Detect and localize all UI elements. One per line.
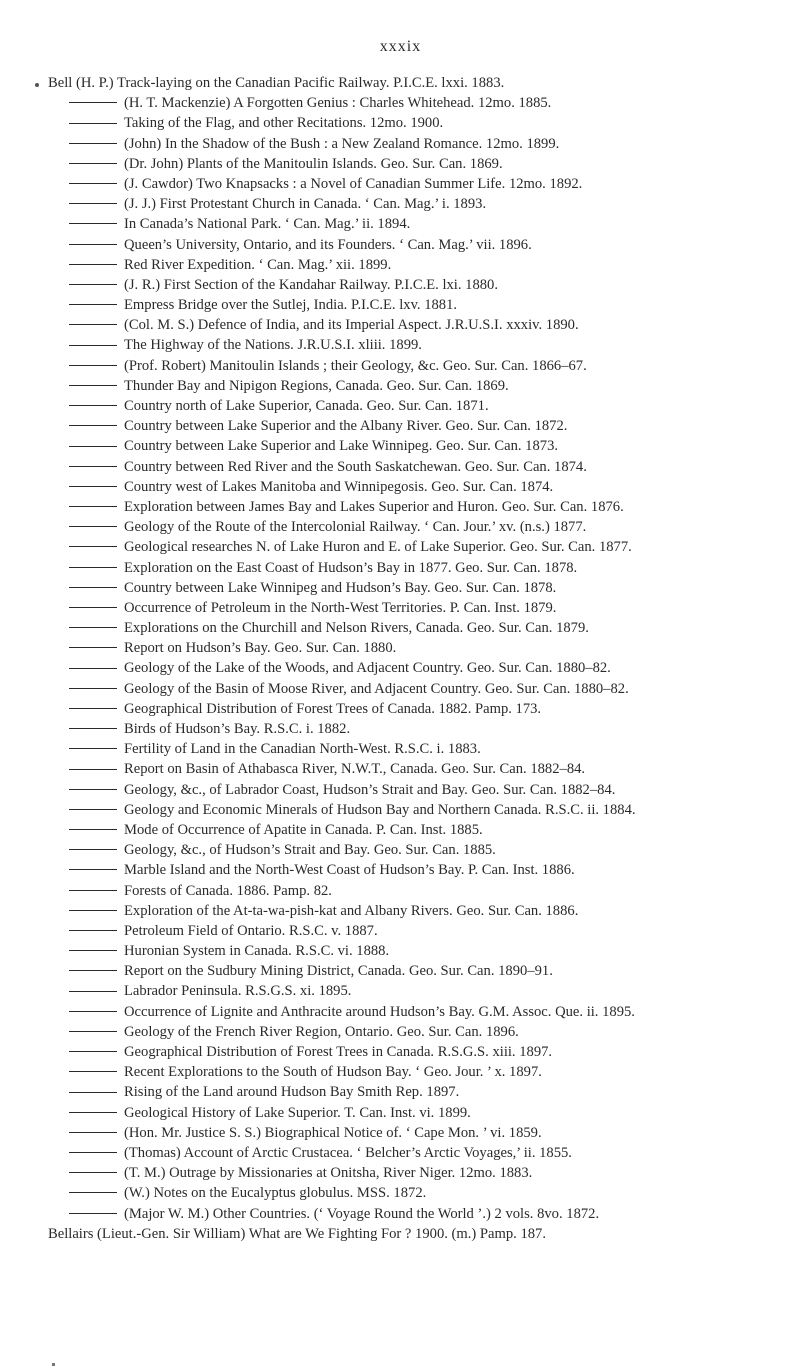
bibliography-subentry bbox=[48, 961, 788, 981]
entry-text: Exploration on the East Coast of Hudson’s Bay in 1877. Geo. Sur. Can. 1878. bbox=[124, 559, 578, 576]
entry-text: (Major W. M.) Other Countries. (‘ Voyage Round the World ’.) 2 vols. 8vo. 1872. bbox=[124, 1205, 600, 1222]
bibliography-subentry bbox=[48, 739, 788, 759]
entry-text: Geology of the Basin of Moose River, and Adjacent Country. Geo. Sur. Can. 1880–82. bbox=[124, 680, 629, 697]
ditto-dash bbox=[69, 163, 117, 164]
entry-text: Rising of the Land around Hudson Bay Smith Rep. 1897. bbox=[124, 1084, 460, 1101]
entry-text: Mode of Occurrence of Apatite in Canada. P. Can. Inst. 1885. bbox=[124, 821, 483, 838]
bibliography-subentry bbox=[48, 113, 788, 133]
ditto-dash bbox=[69, 950, 117, 951]
bibliography-subentry bbox=[48, 275, 788, 295]
entry-text: Thunder Bay and Nipigon Regions, Canada. Geo. Sur. Can. 1869. bbox=[124, 377, 509, 394]
bibliography-entry bbox=[48, 1224, 788, 1244]
entry-text: Geology of the Lake of the Woods, and Adjacent Country. Geo. Sur. Can. 1880–82. bbox=[124, 660, 611, 677]
bibliography-subentry bbox=[48, 477, 788, 497]
bibliography-subentry bbox=[48, 295, 788, 315]
entry-text: Report on Basin of Athabasca River, N.W.T., Canada. Geo. Sur. Can. 1882–84. bbox=[124, 761, 586, 778]
bibliography-subentry bbox=[48, 497, 788, 517]
entry-text: Country west of Lakes Manitoba and Winnipegosis. Geo. Sur. Can. 1874. bbox=[124, 478, 554, 495]
bibliography-subentry bbox=[48, 860, 788, 880]
entry-text: Bell (H. P.) Track-laying on the Canadian Pacific Railway. P.I.C.E. lxxi. 1883. bbox=[48, 75, 505, 91]
entry-text: Occurrence of Lignite and Anthracite around Hudson’s Bay. G.M. Assoc. Que. ii. 1895. bbox=[124, 1003, 635, 1020]
ditto-dash bbox=[69, 869, 117, 870]
ditto-dash bbox=[69, 1112, 117, 1113]
bibliography-subentry bbox=[48, 356, 788, 376]
ditto-dash bbox=[69, 425, 117, 426]
entry-text: Marble Island and the North-West Coast of Hudson’s Bay. P. Can. Inst. 1886. bbox=[124, 862, 575, 879]
entry-text: (J. R.) First Section of the Kandahar Railway. P.I.C.E. lxi. 1880. bbox=[124, 276, 498, 293]
ditto-dash bbox=[69, 203, 117, 204]
bibliography-subentry bbox=[48, 921, 788, 941]
entry-text: Exploration of the At-ta-wa-pish-kat and Albany Rivers. Geo. Sur. Can. 1886. bbox=[124, 902, 579, 919]
entry-text: Fertility of Land in the Canadian North-West. R.S.C. i. 1883. bbox=[124, 741, 481, 758]
bibliography-subentry bbox=[48, 174, 788, 194]
ditto-dash bbox=[69, 486, 117, 487]
entry-text: Geographical Distribution of Forest Trees in Canada. R.S.G.S. xiii. 1897. bbox=[124, 1044, 553, 1060]
ditto-dash bbox=[69, 466, 117, 467]
page-number: xxxix bbox=[379, 38, 422, 55]
bibliography-subentry bbox=[48, 618, 788, 638]
bibliography-subentry bbox=[48, 154, 788, 174]
bibliography-subentry bbox=[48, 598, 788, 618]
bibliography-subentry bbox=[48, 800, 788, 820]
bibliography-subentry bbox=[48, 1062, 788, 1082]
ditto-dash bbox=[69, 345, 117, 346]
ditto-dash bbox=[69, 991, 117, 992]
ditto-dash bbox=[69, 1092, 117, 1093]
entry-text: Report on Hudson’s Bay. Geo. Sur. Can. 1880. bbox=[124, 640, 397, 657]
entry-text: (J. Cawdor) Two Knapsacks : a Novel of Canadian Summer Life. 12mo. 1892. bbox=[124, 175, 583, 192]
entry-text: Country between Lake Superior and Lake Winnipeg. Geo. Sur. Can. 1873. bbox=[124, 438, 559, 455]
bibliography-subentry bbox=[48, 1123, 788, 1143]
entry-text: (T. M.) Outrage by Missionaries at Onitsha, River Niger. 12mo. 1883. bbox=[124, 1165, 533, 1182]
ditto-dash bbox=[69, 1132, 117, 1133]
ink-speck bbox=[52, 1363, 55, 1366]
ditto-dash bbox=[69, 849, 117, 850]
bibliography-subentry bbox=[48, 820, 788, 840]
entry-text: (Thomas) Account of Arctic Crustacea. ‘ Belcher’s Arctic Voyages,’ ii. 1855. bbox=[124, 1144, 572, 1161]
entry-text: (Dr. John) Plants of the Manitoulin Islands. Geo. Sur. Can. 1869. bbox=[124, 155, 503, 172]
ditto-dash bbox=[69, 748, 117, 749]
entry-text: Empress Bridge over the Sutlej, India. P.I.C.E. lxv. 1881. bbox=[124, 297, 458, 314]
bibliography-subentry bbox=[48, 719, 788, 739]
bibliography-subentry bbox=[48, 1042, 788, 1062]
ditto-dash bbox=[69, 223, 117, 224]
bibliography-subentry bbox=[48, 1163, 788, 1183]
ditto-dash bbox=[69, 102, 117, 103]
bibliography-subentry bbox=[48, 658, 788, 678]
ditto-dash bbox=[69, 405, 117, 406]
entry-text: Country between Lake Superior and the Albany River. Geo. Sur. Can. 1872. bbox=[124, 418, 568, 435]
bibliography-list bbox=[48, 73, 788, 1244]
bibliography-subentry bbox=[48, 881, 788, 901]
bibliography-subentry bbox=[48, 941, 788, 961]
bibliography-subentry bbox=[48, 315, 788, 335]
bibliography-subentry bbox=[48, 901, 788, 921]
entry-text: The Highway of the Nations. J.R.U.S.I. xliii. 1899. bbox=[124, 337, 422, 354]
ditto-dash bbox=[69, 587, 117, 588]
ditto-dash bbox=[69, 1031, 117, 1032]
entry-text: Geology, &c., of Labrador Coast, Hudson’s Strait and Bay. Geo. Sur. Can. 1882–84. bbox=[124, 781, 616, 798]
entry-text: (John) In the Shadow of the Bush : a New Zealand Romance. 12mo. 1899. bbox=[124, 135, 560, 152]
entry-text: Labrador Peninsula. R.S.G.S. xi. 1895. bbox=[124, 983, 352, 1000]
entry-text: (Hon. Mr. Justice S. S.) Biographical Notice of. ‘ Cape Mon. ’ vi. 1859. bbox=[124, 1124, 542, 1141]
entry-text: Explorations on the Churchill and Nelson Rivers, Canada. Geo. Sur. Can. 1879. bbox=[124, 620, 589, 637]
bibliography-subentry bbox=[48, 517, 788, 537]
ditto-dash bbox=[69, 930, 117, 931]
entry-text: (J. J.) First Protestant Church in Canada. ‘ Can. Mag.’ i. 1893. bbox=[124, 196, 487, 213]
bibliography-subentry bbox=[48, 396, 788, 416]
ditto-dash bbox=[69, 1011, 117, 1012]
ditto-dash bbox=[69, 1152, 117, 1153]
entry-text: Taking of the Flag, and other Recitations. 12mo. 1900. bbox=[124, 115, 444, 132]
ditto-dash bbox=[69, 526, 117, 527]
bibliography-subentry bbox=[48, 214, 788, 234]
entry-text: Queen’s University, Ontario, and its Founders. ‘ Can. Mag.’ vii. 1896. bbox=[124, 236, 532, 253]
ditto-dash bbox=[69, 1213, 117, 1214]
entry-text: Occurrence of Petroleum in the North-West Territories. P. Can. Inst. 1879. bbox=[124, 599, 557, 616]
ditto-dash bbox=[69, 910, 117, 911]
bibliography-subentry bbox=[48, 699, 788, 719]
bibliography-subentry bbox=[48, 679, 788, 699]
ditto-dash bbox=[69, 1192, 117, 1193]
entry-text: Geology of the Route of the Intercolonial Railway. ‘ Can. Jour.’ xv. (n.s.) 1877. bbox=[124, 519, 587, 536]
entry-text: Bellairs (Lieut.-Gen. Sir William) What are We Fighting For ? 1900. (m.) Pamp. 187. bbox=[48, 1225, 546, 1242]
bibliography-subentry bbox=[48, 255, 788, 275]
ditto-dash bbox=[69, 365, 117, 366]
bibliography-subentry bbox=[48, 1183, 788, 1203]
ditto-dash bbox=[69, 264, 117, 265]
bibliography-subentry bbox=[48, 638, 788, 658]
entry-text: Country between Lake Winnipeg and Hudson’s Bay. Geo. Sur. Can. 1878. bbox=[124, 579, 557, 596]
ditto-dash bbox=[69, 829, 117, 830]
bibliography-subentry bbox=[48, 134, 788, 154]
ditto-dash bbox=[69, 324, 117, 325]
ditto-dash bbox=[69, 769, 117, 770]
bibliography-subentry bbox=[48, 235, 788, 255]
ditto-dash bbox=[69, 446, 117, 447]
ditto-dash bbox=[69, 809, 117, 810]
entry-text: In Canada’s National Park. ‘ Can. Mag.’ ii. 1894. bbox=[124, 216, 411, 233]
bibliography-subentry bbox=[48, 1082, 788, 1102]
bibliography-subentry bbox=[48, 578, 788, 598]
entry-text: Exploration between James Bay and Lakes Superior and Huron. Geo. Sur. Can. 1876. bbox=[124, 498, 624, 515]
bibliography-subentry bbox=[48, 1002, 788, 1022]
bibliography-subentry bbox=[48, 840, 788, 860]
ditto-dash bbox=[69, 728, 117, 729]
bibliography-subentry bbox=[48, 759, 788, 779]
bibliography-subentry bbox=[48, 558, 788, 578]
ditto-dash bbox=[69, 143, 117, 144]
entry-text: Country north of Lake Superior, Canada. Geo. Sur. Can. 1871. bbox=[124, 398, 489, 414]
ditto-dash bbox=[69, 1051, 117, 1052]
bibliography-entry bbox=[48, 73, 788, 93]
ditto-dash bbox=[69, 607, 117, 608]
ditto-dash bbox=[69, 284, 117, 285]
ditto-dash bbox=[69, 567, 117, 568]
entry-text: Geographical Distribution of Forest Trees of Canada. 1882. Pamp. 173. bbox=[124, 700, 542, 717]
entry-text: Geology, &c., of Hudson’s Strait and Bay. Geo. Sur. Can. 1885. bbox=[124, 842, 496, 859]
entry-text: (H. T. Mackenzie) A Forgotten Genius : Charles Whitehead. 12mo. 1885. bbox=[124, 95, 552, 112]
entry-text: Huronian System in Canada. R.S.C. vi. 1888. bbox=[124, 943, 390, 960]
ditto-dash bbox=[69, 627, 117, 628]
ditto-dash bbox=[69, 546, 117, 547]
bibliography-subentry bbox=[48, 1204, 788, 1224]
ditto-dash bbox=[69, 183, 117, 184]
entry-text: Geological researches N. of Lake Huron and E. of Lake Superior. Geo. Sur. Can. 1877. bbox=[124, 539, 632, 556]
bibliography-subentry bbox=[48, 1022, 788, 1042]
margin-mark bbox=[35, 83, 39, 87]
ditto-dash bbox=[69, 123, 117, 124]
bibliography-subentry bbox=[48, 981, 788, 1001]
entry-text: Recent Explorations to the South of Hudson Bay. ‘ Geo. Jour. ’ x. 1897. bbox=[124, 1064, 542, 1081]
bibliography-subentry bbox=[48, 416, 788, 436]
entry-text: (Prof. Robert) Manitoulin Islands ; their Geology, &c. Geo. Sur. Can. 1866–67. bbox=[124, 357, 587, 374]
bibliography-subentry bbox=[48, 376, 788, 396]
ditto-dash bbox=[69, 708, 117, 709]
ditto-dash bbox=[69, 1071, 117, 1072]
ditto-dash bbox=[69, 1172, 117, 1173]
entry-text: (Col. M. S.) Defence of India, and its Imperial Aspect. J.R.U.S.I. xxxiv. 1890. bbox=[124, 317, 579, 334]
entry-text: Red River Expedition. ‘ Can. Mag.’ xii. 1899. bbox=[124, 256, 392, 273]
bibliography-subentry bbox=[48, 1103, 788, 1123]
bibliography-subentry bbox=[48, 537, 788, 557]
bibliography-subentry bbox=[48, 1143, 788, 1163]
entry-text: Birds of Hudson’s Bay. R.S.C. i. 1882. bbox=[124, 721, 351, 737]
ditto-dash bbox=[69, 890, 117, 891]
bibliography-subentry bbox=[48, 457, 788, 477]
entry-text: Petroleum Field of Ontario. R.S.C. v. 1887. bbox=[124, 922, 378, 939]
bibliography-subentry bbox=[48, 194, 788, 214]
entry-text: (W.) Notes on the Eucalyptus globulus. MSS. 1872. bbox=[124, 1185, 427, 1202]
ditto-dash bbox=[69, 688, 117, 689]
ditto-dash bbox=[69, 385, 117, 386]
ditto-dash bbox=[69, 789, 117, 790]
ditto-dash bbox=[69, 244, 117, 245]
entry-text: Geology of the French River Region, Ontario. Geo. Sur. Can. 1896. bbox=[124, 1023, 519, 1040]
bibliography-subentry bbox=[48, 93, 788, 113]
ditto-dash bbox=[69, 668, 117, 669]
ditto-dash bbox=[69, 304, 117, 305]
bibliography-subentry bbox=[48, 436, 788, 456]
bibliography-subentry bbox=[48, 335, 788, 355]
entry-text: Geology and Economic Minerals of Hudson Bay and Northern Canada. R.S.C. ii. 1884. bbox=[124, 801, 636, 818]
ditto-dash bbox=[69, 647, 117, 648]
entry-text: Report on the Sudbury Mining District, Canada. Geo. Sur. Can. 1890–91. bbox=[124, 963, 553, 980]
ditto-dash bbox=[69, 506, 117, 507]
entry-text: Country between Red River and the South Saskatchewan. Geo. Sur. Can. 1874. bbox=[124, 458, 587, 475]
bibliography-subentry bbox=[48, 780, 788, 800]
entry-text: Geological History of Lake Superior. T. Can. Inst. vi. 1899. bbox=[124, 1104, 471, 1121]
ditto-dash bbox=[69, 970, 117, 971]
entry-text: Forests of Canada. 1886. Pamp. 82. bbox=[124, 882, 332, 899]
